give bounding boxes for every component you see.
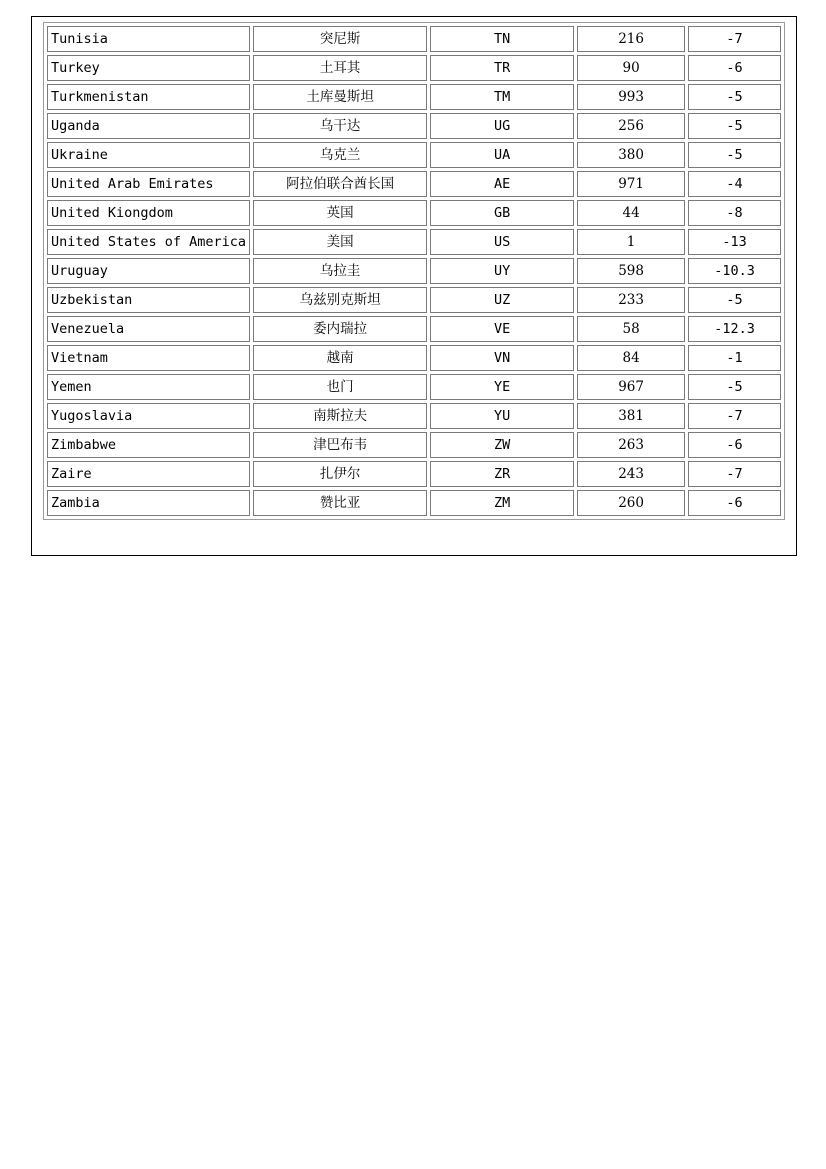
time-offset-cell: -6	[688, 490, 781, 516]
country-name-cell: Yugoslavia	[47, 403, 250, 429]
country-name-cell: Venezuela	[47, 316, 250, 342]
chinese-name-cell: 土库曼斯坦	[253, 84, 427, 110]
chinese-name-cell: 英国	[253, 200, 427, 226]
chinese-name-cell: 乌干达	[253, 113, 427, 139]
time-offset-cell: -6	[688, 432, 781, 458]
chinese-name-cell: 赞比亚	[253, 490, 427, 516]
country-name-cell: Zaire	[47, 461, 250, 487]
country-code-cell: YE	[430, 374, 574, 400]
country-name-cell: Zambia	[47, 490, 250, 516]
table-row	[47, 229, 781, 255]
dial-code-cell: 967	[577, 374, 685, 400]
country-name-cell: Ukraine	[47, 142, 250, 168]
dial-code-cell: 90	[577, 55, 685, 81]
country-code-cell: TM	[430, 84, 574, 110]
time-offset-cell: -12.3	[688, 316, 781, 342]
chinese-name-cell: 乌兹别克斯坦	[253, 287, 427, 313]
chinese-name-cell: 乌克兰	[253, 142, 427, 168]
country-code-cell: UY	[430, 258, 574, 284]
dial-code-cell: 58	[577, 316, 685, 342]
table-row	[47, 345, 781, 371]
table-row	[47, 84, 781, 110]
chinese-name-cell: 越南	[253, 345, 427, 371]
country-name-cell: Tunisia	[47, 26, 250, 52]
time-offset-cell: -10.3	[688, 258, 781, 284]
country-code-cell: UZ	[430, 287, 574, 313]
chinese-name-cell: 突尼斯	[253, 26, 427, 52]
chinese-name-cell: 美国	[253, 229, 427, 255]
country-name-cell: United Arab Emirates	[47, 171, 250, 197]
dial-code-cell: 260	[577, 490, 685, 516]
dial-code-cell: 993	[577, 84, 685, 110]
country-name-cell: Uzbekistan	[47, 287, 250, 313]
country-name-cell: United Kiongdom	[47, 200, 250, 226]
dial-code-cell: 84	[577, 345, 685, 371]
country-name-cell: Uruguay	[47, 258, 250, 284]
country-code-cell: ZW	[430, 432, 574, 458]
dial-code-cell: 233	[577, 287, 685, 313]
time-offset-cell: -4	[688, 171, 781, 197]
table-row	[47, 432, 781, 458]
chinese-name-cell: 津巴布韦	[253, 432, 427, 458]
country-name-cell: Turkey	[47, 55, 250, 81]
country-code-cell: AE	[430, 171, 574, 197]
chinese-name-cell: 乌拉圭	[253, 258, 427, 284]
chinese-name-cell: 也门	[253, 374, 427, 400]
dial-code-cell: 263	[577, 432, 685, 458]
dial-code-cell: 971	[577, 171, 685, 197]
table-row	[47, 490, 781, 516]
time-offset-cell: -5	[688, 287, 781, 313]
dial-code-cell: 598	[577, 258, 685, 284]
dial-code-cell: 243	[577, 461, 685, 487]
time-offset-cell: -7	[688, 461, 781, 487]
dial-code-cell: 1	[577, 229, 685, 255]
table-row	[47, 142, 781, 168]
dial-code-cell: 380	[577, 142, 685, 168]
country-code-cell: VE	[430, 316, 574, 342]
country-name-cell: Uganda	[47, 113, 250, 139]
country-name-cell: United States of America	[47, 229, 250, 255]
table-row	[47, 374, 781, 400]
country-code-cell: TN	[430, 26, 574, 52]
table-row	[47, 200, 781, 226]
time-offset-cell: -5	[688, 113, 781, 139]
table-row	[47, 55, 781, 81]
country-name-cell: Zimbabwe	[47, 432, 250, 458]
table-row	[47, 113, 781, 139]
country-name-cell: Turkmenistan	[47, 84, 250, 110]
time-offset-cell: -8	[688, 200, 781, 226]
time-offset-cell: -1	[688, 345, 781, 371]
country-code-cell: VN	[430, 345, 574, 371]
table-row	[47, 26, 781, 52]
country-code-cell: GB	[430, 200, 574, 226]
chinese-name-cell: 南斯拉夫	[253, 403, 427, 429]
table-body	[47, 26, 781, 516]
dial-code-cell: 381	[577, 403, 685, 429]
dial-code-cell: 256	[577, 113, 685, 139]
country-code-cell: YU	[430, 403, 574, 429]
country-name-cell: Yemen	[47, 374, 250, 400]
document-frame	[31, 16, 797, 556]
time-offset-cell: -5	[688, 84, 781, 110]
country-code-table	[43, 22, 785, 520]
table-row	[47, 171, 781, 197]
table-row	[47, 258, 781, 284]
chinese-name-cell: 扎伊尔	[253, 461, 427, 487]
country-code-cell: ZR	[430, 461, 574, 487]
time-offset-cell: -13	[688, 229, 781, 255]
time-offset-cell: -5	[688, 142, 781, 168]
country-name-cell: Vietnam	[47, 345, 250, 371]
country-code-cell: ZM	[430, 490, 574, 516]
chinese-name-cell: 阿拉伯联合酋长国	[253, 171, 427, 197]
table-row	[47, 287, 781, 313]
table-row	[47, 316, 781, 342]
chinese-name-cell: 委内瑞拉	[253, 316, 427, 342]
dial-code-cell: 44	[577, 200, 685, 226]
table-row	[47, 403, 781, 429]
time-offset-cell: -7	[688, 403, 781, 429]
country-code-cell: US	[430, 229, 574, 255]
dial-code-cell: 216	[577, 26, 685, 52]
table-row	[47, 461, 781, 487]
country-code-cell: UA	[430, 142, 574, 168]
country-code-cell: UG	[430, 113, 574, 139]
time-offset-cell: -6	[688, 55, 781, 81]
time-offset-cell: -5	[688, 374, 781, 400]
time-offset-cell: -7	[688, 26, 781, 52]
country-code-cell: TR	[430, 55, 574, 81]
chinese-name-cell: 土耳其	[253, 55, 427, 81]
